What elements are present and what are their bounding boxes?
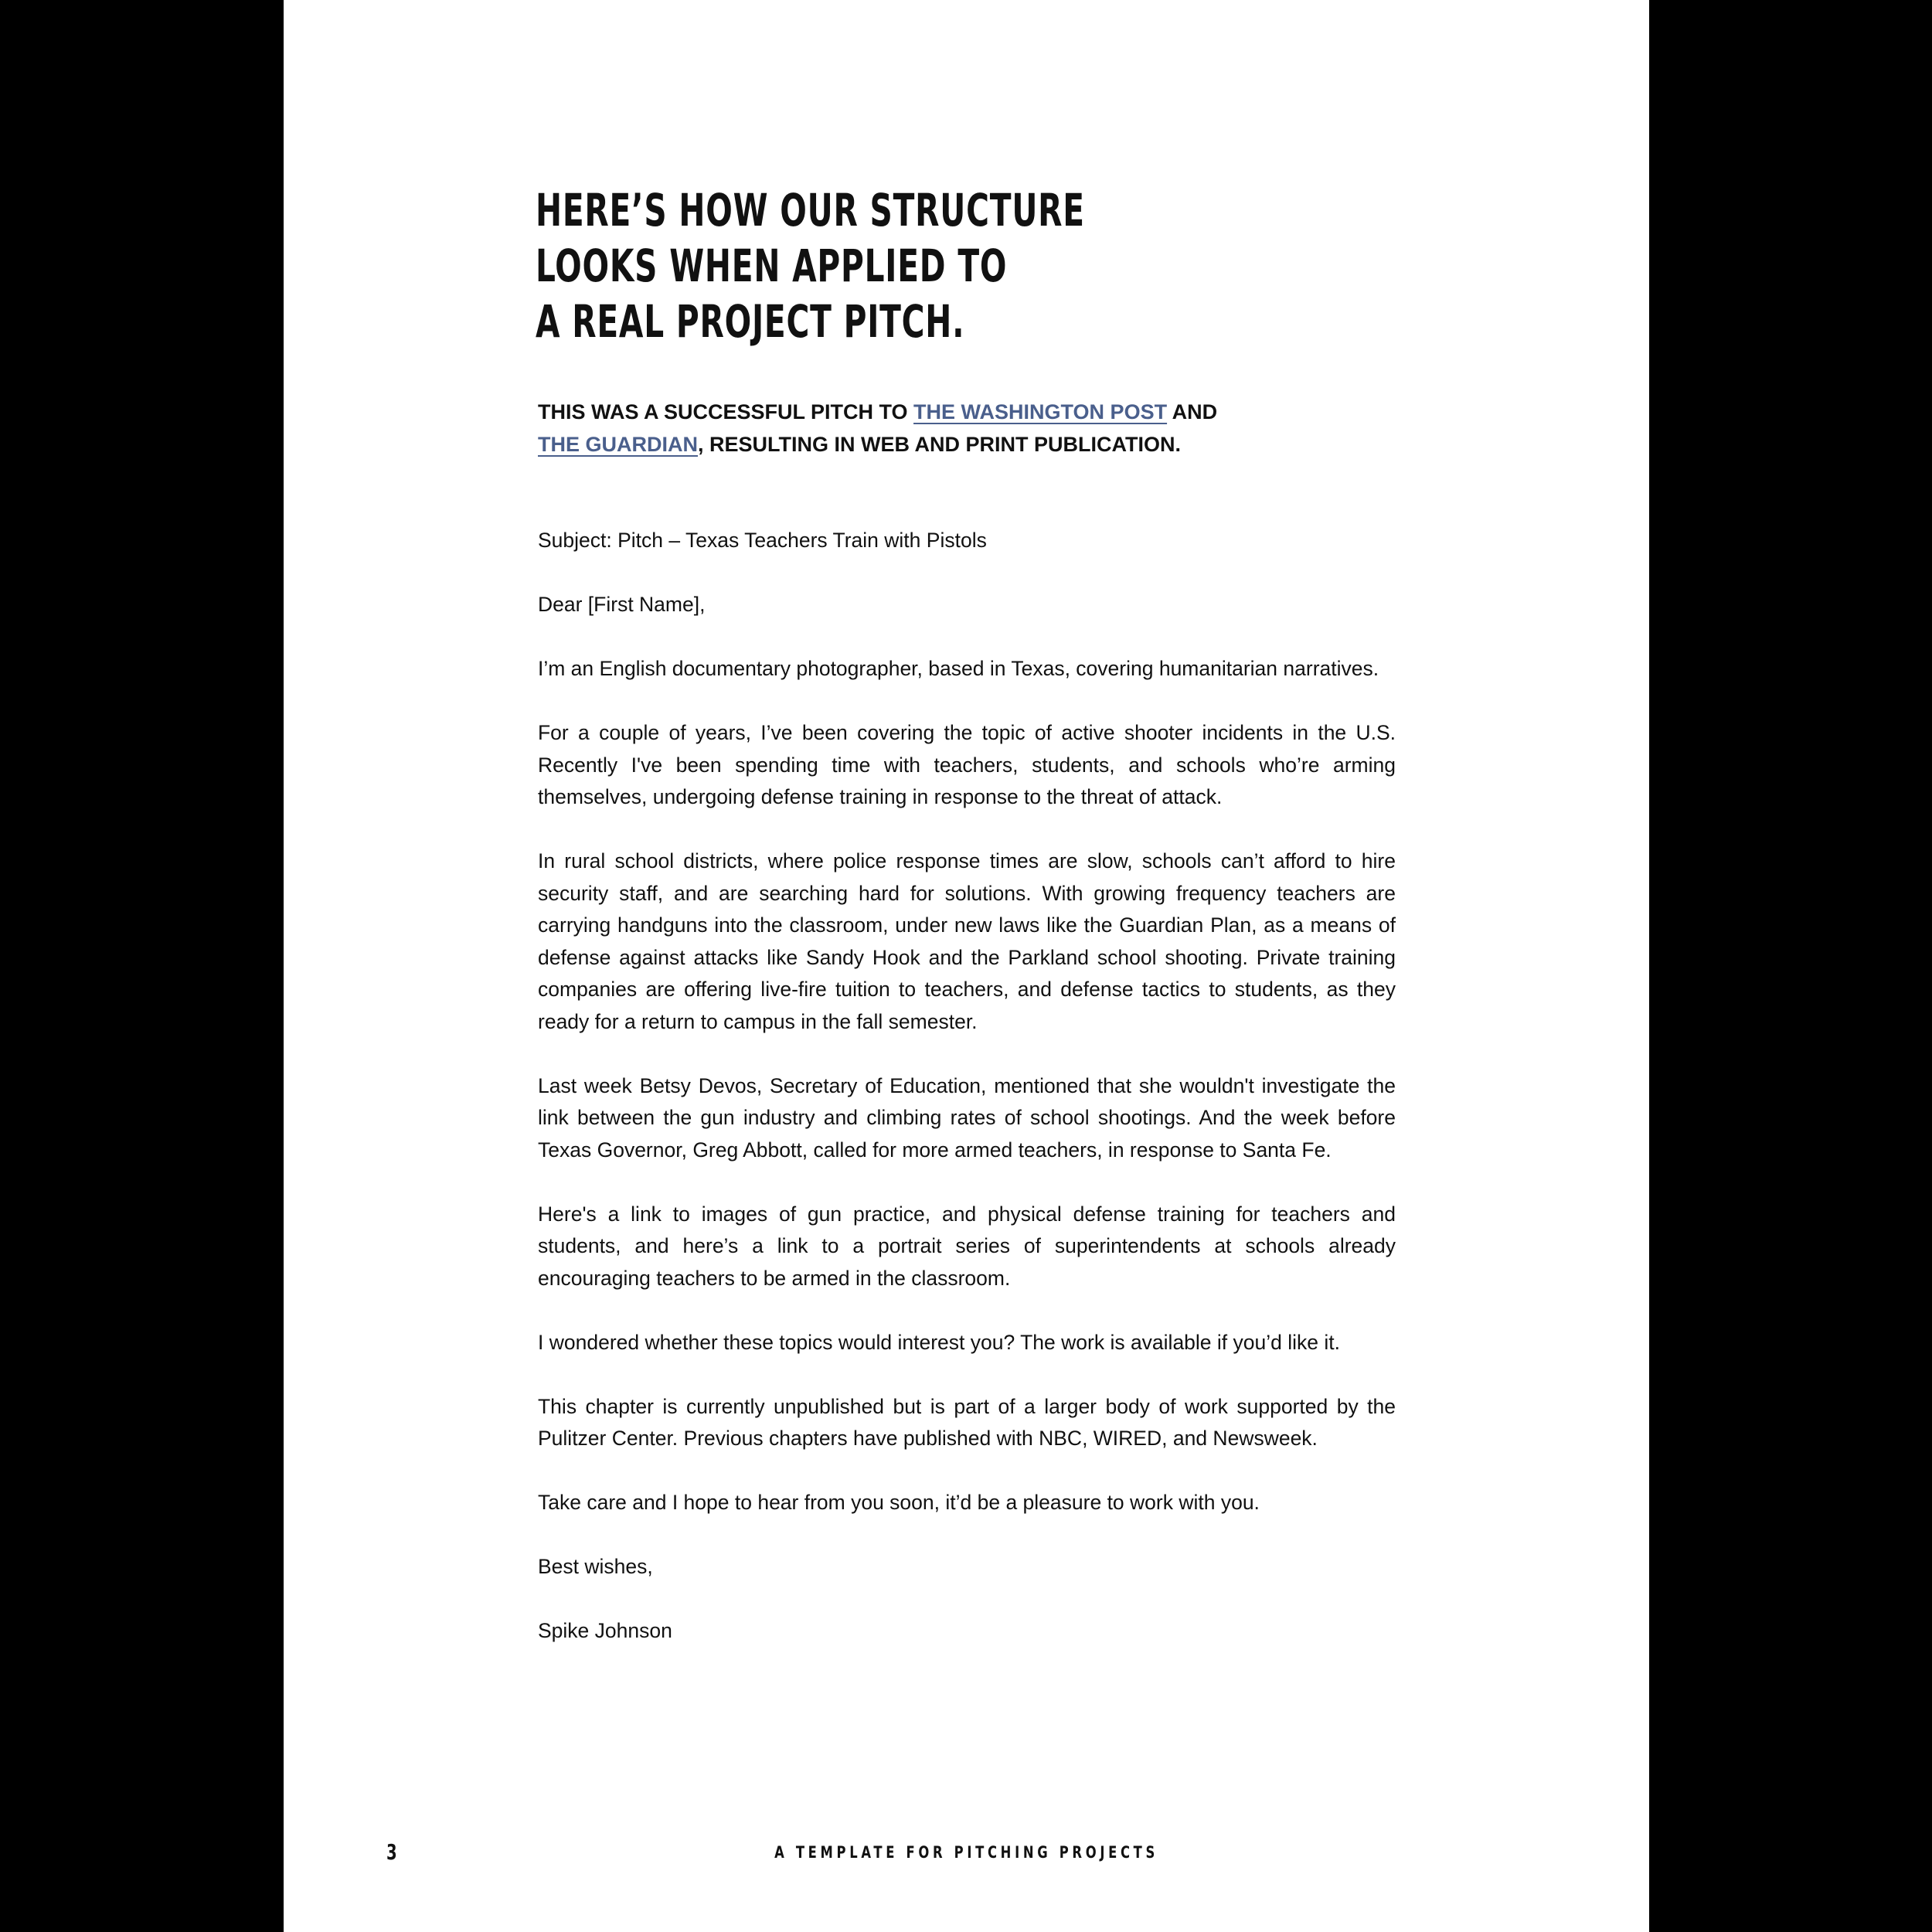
guardian-link[interactable]: THE GUARDIAN xyxy=(538,433,698,456)
letter-signoff: Best wishes, xyxy=(538,1555,653,1578)
letter-paragraph: Last week Betsy Devos, Secretary of Education, mentioned that she wouldn't investigate the link between the gun industry and climbing rates of school shootings. And the week before Texas Governor, Greg Abbott, called for more armed teachers, in response to Santa Fe. xyxy=(538,1073,1396,1162)
letter-subject: Subject: Pitch – Texas Teachers Train with Pistols xyxy=(538,529,987,552)
letter-paragraph: Take care and I hope to hear from you soon, it’d be a pleasure to work with you. xyxy=(538,1491,1260,1514)
pitch-summary xyxy=(538,396,1427,461)
summary-text: AND xyxy=(1167,400,1218,423)
letter-paragraph: For a couple of years, I’ve been covering the topic of active shooter incidents in the U.S. Recently I've been spending time with teachers, students, and schools who’re arming themselves, undergoing defense training in response to the threat of attack. xyxy=(538,721,1396,808)
page-number: 3 xyxy=(386,1839,397,1865)
summary-text: THIS WAS A SUCCESSFUL PITCH TO xyxy=(538,400,914,423)
letter-paragraph: Here's a link to images of gun practice, and physical defense training for teachers and students, and here’s a link to a portrait series of superintendents at schools already encouraging teachers to be armed in the classroom. xyxy=(538,1202,1396,1290)
footer-title-text: A TEMPLATE FOR PITCHING PROJECTS xyxy=(774,1843,1158,1862)
letter-paragraph: In rural school districts, where police response times are slow, schools can’t afford to hire security staff, and are searching hard for solutions. With growing frequency teachers are carrying handguns into the classroom, under new laws like the Guardian Plan, as a means of defense against attacks like Sandy Hook and the Parkland school shooting. Private training companies are offering live-fire tuition to teachers, and defense tactics to students, as they ready for a return to campus in the fall semester. xyxy=(538,849,1396,1033)
letter-signature: Spike Johnson xyxy=(538,1619,672,1642)
heading-line: A REAL PROJECT PITCH. xyxy=(536,295,965,348)
pitch-letter xyxy=(538,525,1396,1679)
letter-paragraph: This chapter is currently unpublished but is part of a larger body of work supported by the Pulitzer Center. Previous chapters have published with NBC, WIRED, and Newsweek. xyxy=(538,1394,1396,1450)
document-page xyxy=(284,0,1649,1932)
page-heading xyxy=(536,182,1085,349)
heading-line: HERE’S HOW OUR STRUCTURE xyxy=(536,184,1085,236)
summary-text: , RESULTING IN WEB AND PRINT PUBLICATION. xyxy=(698,433,1181,456)
letter-paragraph: I wondered whether these topics would interest you? The work is available if you’d like it. xyxy=(538,1330,1340,1354)
letter-paragraph: I’m an English documentary photographer, based in Texas, covering humanitarian narratives. xyxy=(538,657,1379,680)
washington-post-link[interactable]: THE WASHINGTON POST xyxy=(913,400,1168,423)
running-footer xyxy=(284,1843,1649,1862)
letter-salutation: Dear [First Name], xyxy=(538,593,706,616)
heading-line: LOOKS WHEN APPLIED TO xyxy=(536,240,1008,292)
